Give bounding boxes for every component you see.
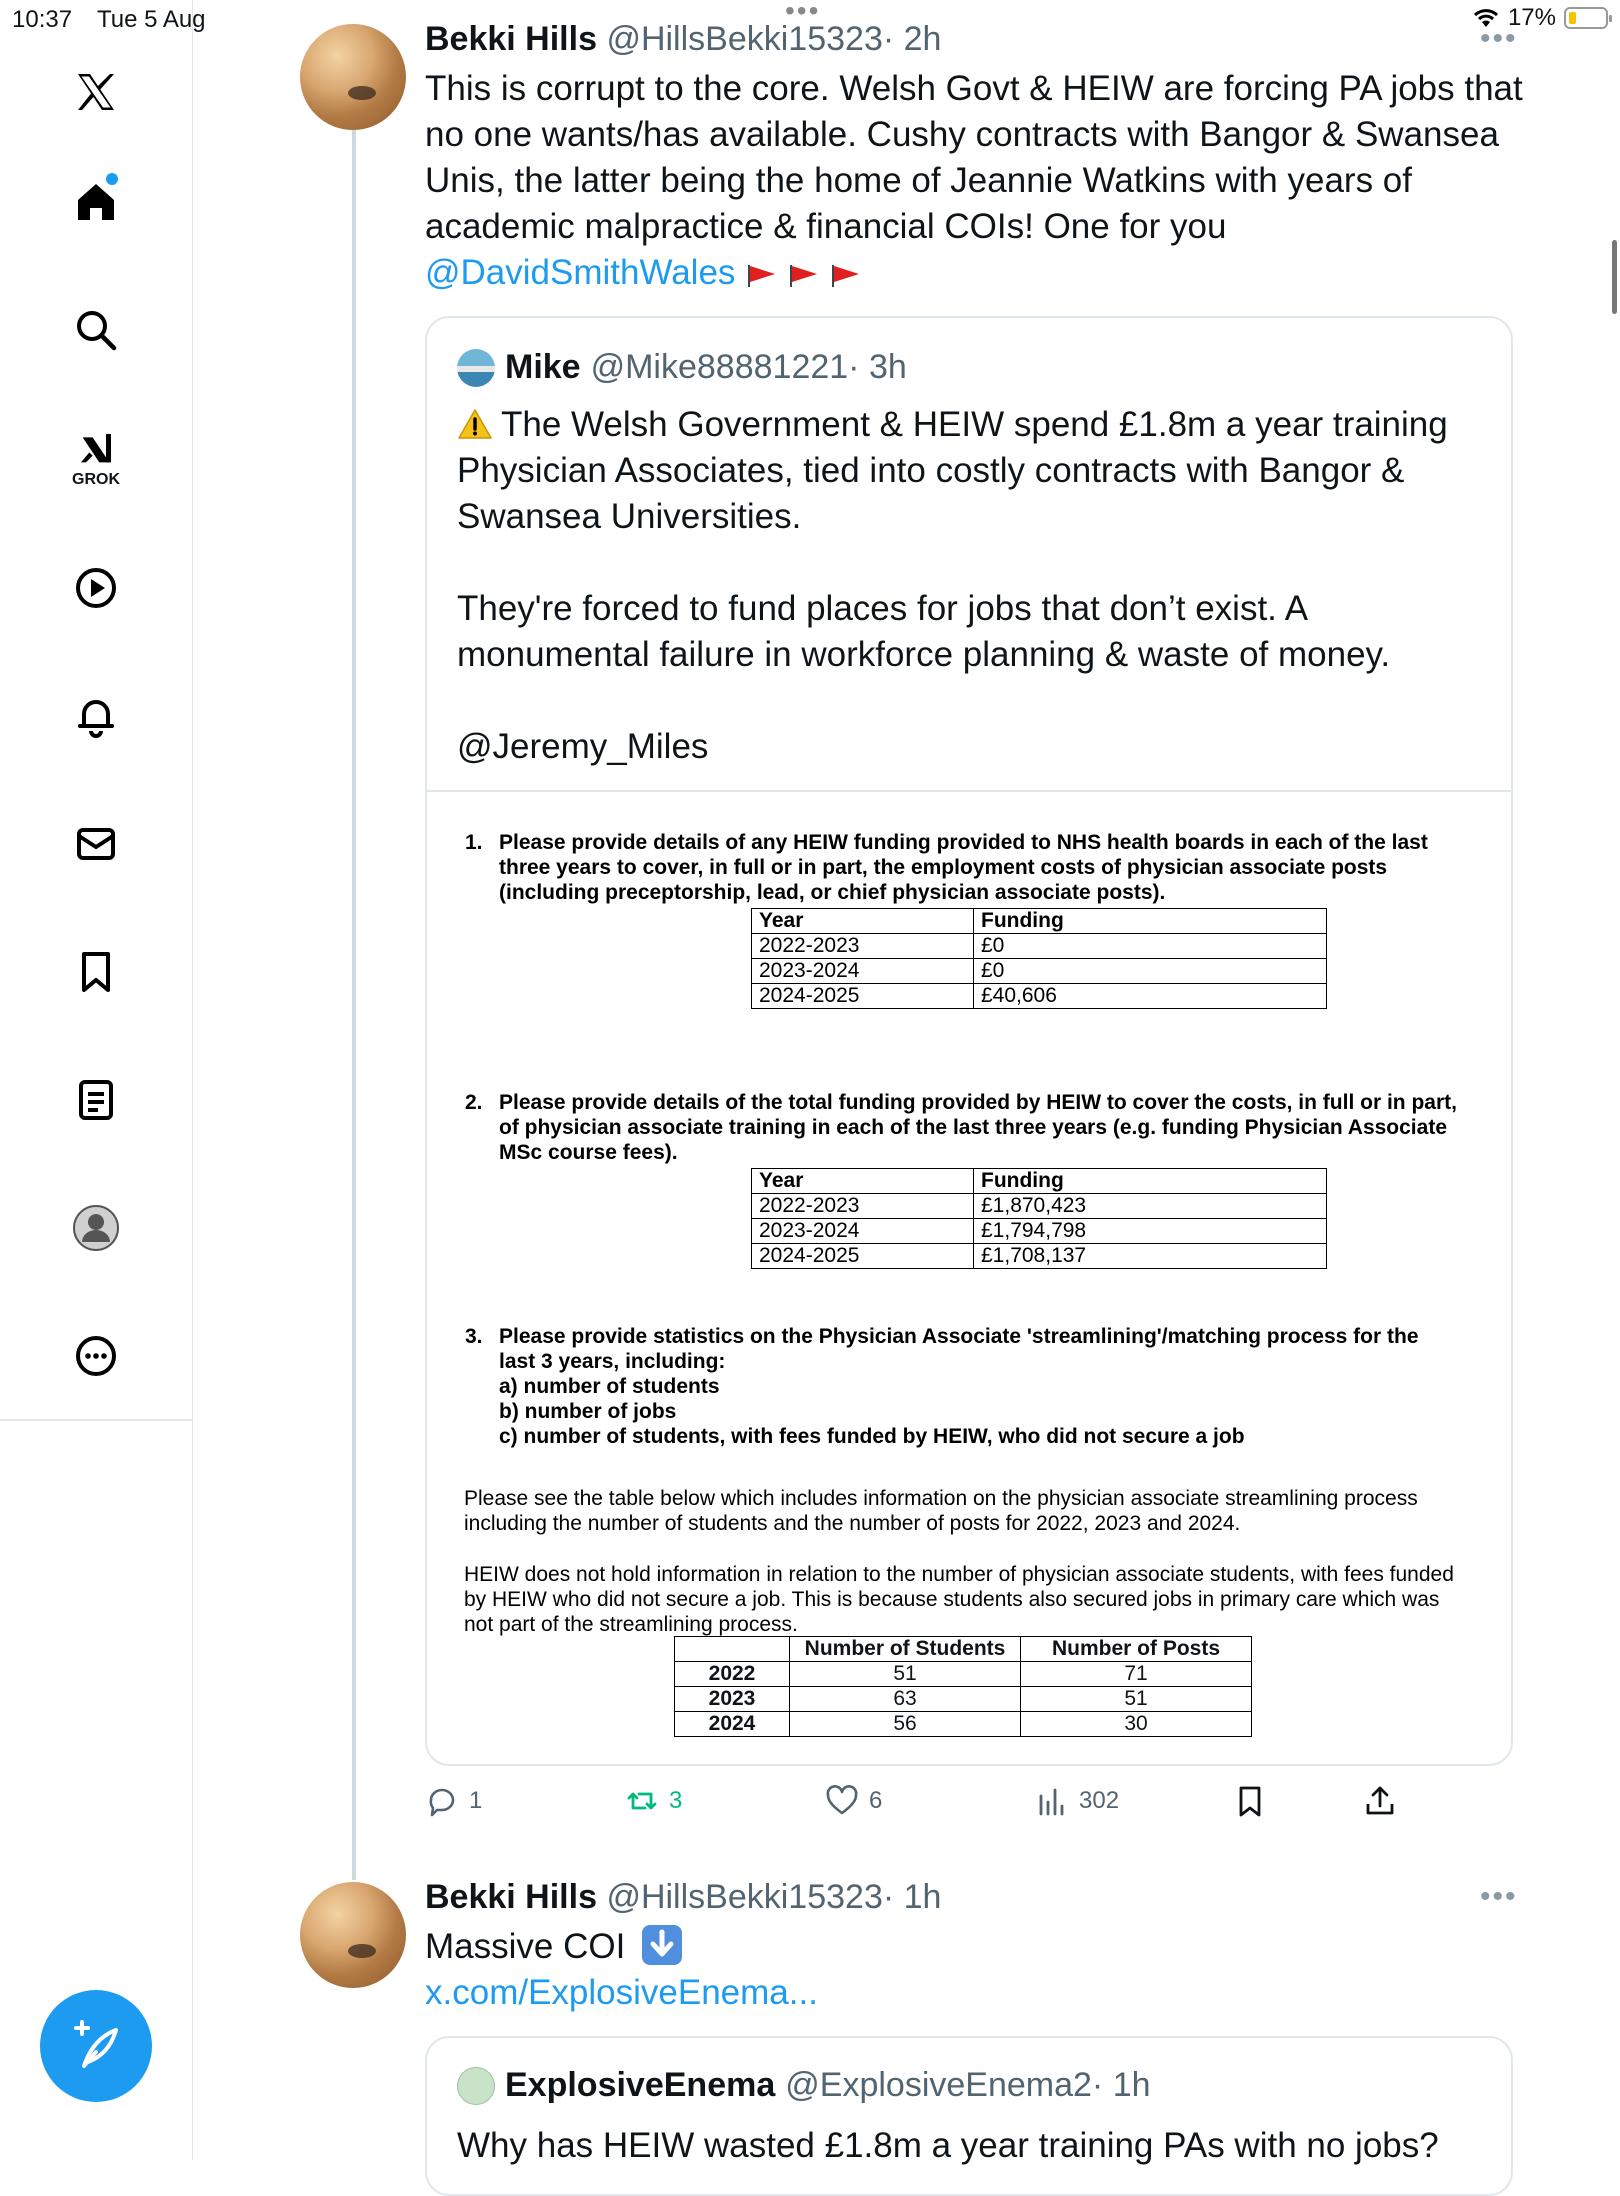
table-row: 2024-2025 £1,708,137 — [752, 1244, 1327, 1269]
table-header: Year — [752, 1169, 974, 1194]
scrollbar[interactable] — [1612, 240, 1617, 314]
home-icon[interactable] — [62, 168, 130, 236]
quoted-paragraph-2: They're forced to fund places for jobs that don’t exist. A monumental failure in workforce planning & waste of money. — [457, 589, 1391, 674]
more-options-icon[interactable]: ••• — [1480, 22, 1518, 55]
red-flag-icon — [831, 263, 861, 287]
table-row: 2022-2023 £0 — [752, 934, 1327, 959]
compose-button[interactable] — [40, 1990, 152, 2102]
doc-question-3: 3. Please provide statistics on the Physician Associate 'streamlining'/matching process for the last 3 years, including: a) number of students b) number of jobs c) number of students, with fees funded by HEIW, who did not secure a job — [465, 1325, 1419, 1448]
quoted-mention[interactable]: @Jeremy_Miles — [457, 727, 709, 766]
tweet-body: Massive COI — [425, 1927, 626, 1966]
share-button[interactable] — [1363, 1784, 1397, 1818]
table-row: 2022-2023 £1,870,423 — [752, 1194, 1327, 1219]
like-button[interactable] — [825, 1784, 882, 1818]
bookmark-icon — [1233, 1784, 1267, 1818]
author-name[interactable]: Bekki Hills — [425, 20, 597, 58]
red-flag-icon — [789, 263, 819, 287]
thread-connector-line — [352, 130, 356, 1880]
avatar[interactable] — [300, 24, 406, 130]
author-handle[interactable]: @HillsBekki15323 — [606, 20, 883, 58]
author-name[interactable]: Bekki Hills — [425, 1878, 597, 1916]
home-notification-dot — [106, 173, 118, 185]
doc-table-2 — [751, 1168, 1327, 1269]
table-row: 2022 51 71 — [675, 1662, 1252, 1687]
quoted-avatar — [457, 349, 495, 387]
more-icon[interactable] — [62, 1322, 130, 1390]
tweet-text — [425, 1924, 1525, 2016]
mail-icon[interactable] — [62, 810, 130, 878]
table-header: Funding — [974, 1169, 1327, 1194]
tweet-body: This is corrupt to the core. Welsh Govt & HEIW are forcing PA jobs that no one wants/has available. Cushy contracts with Bangor & Swansea Unis, the latter being the home of Jeannie Watkins with years of academic malpractice & financial COIs! One for you — [425, 69, 1523, 246]
table-row: 2024-2025 £40,606 — [752, 984, 1327, 1009]
tweet-actions — [425, 1784, 1525, 1824]
profile-icon[interactable] — [62, 1194, 130, 1262]
multitasking-dots-icon[interactable]: ••• — [785, 0, 821, 26]
bookmark-icon[interactable] — [62, 938, 130, 1006]
warning-icon — [457, 408, 493, 440]
quoted-author-name: ExplosiveEnema — [505, 2066, 776, 2104]
quoted-tweet-body — [457, 402, 1477, 770]
quoted-tweet-body: Why has HEIW wasted £1.8m a year training PAs with no jobs? — [457, 2126, 1439, 2165]
grok-label: GROK — [72, 471, 120, 488]
table-row: 2023 63 51 — [675, 1687, 1252, 1712]
down-arrow-icon — [641, 1924, 683, 1966]
video-icon[interactable] — [62, 554, 130, 622]
reply-icon — [425, 1784, 459, 1818]
more-options-icon[interactable]: ••• — [1480, 1880, 1518, 1913]
grok-icon[interactable] — [62, 418, 130, 500]
status-time: 10:37 — [12, 6, 73, 33]
tweet-text — [425, 66, 1525, 296]
repost-icon — [625, 1784, 659, 1818]
quoted-paragraph-1: The Welsh Government & HEIW spend £1.8m a year training Physician Associates, tied into costly contracts with Bangor & Swansea Universities. — [457, 405, 1448, 536]
share-icon — [1363, 1784, 1397, 1818]
quoted-tweet-header — [457, 2066, 1151, 2105]
sidebar — [0, 0, 193, 2160]
view-count: 302 — [1079, 1787, 1120, 1814]
table-row: 2023-2024 £0 — [752, 959, 1327, 984]
search-icon[interactable] — [62, 296, 130, 364]
mention-link[interactable]: @DavidSmithWales — [425, 253, 736, 292]
battery-icon — [1564, 7, 1608, 29]
views-icon — [1035, 1784, 1069, 1818]
sidebar-divider — [0, 1419, 192, 1421]
doc-paragraph-2: HEIW does not hold information in relation to the number of physician associate students, with fees funded by HEIW who did not secure a job. This is because students also secured jobs in primary care which was not part of the streamlining process. — [464, 1563, 1454, 1636]
bell-icon[interactable] — [62, 682, 130, 750]
reply-count: 1 — [469, 1787, 483, 1814]
author-handle[interactable]: @HillsBekki15323 — [606, 1878, 883, 1916]
tweet-header — [425, 20, 941, 59]
tweet-header — [425, 1878, 941, 1917]
status-date: Tue 5 Aug — [97, 6, 206, 33]
doc-paragraph-1: Please see the table below which includes information on the physician associate streamlining process including the number of students and the number of posts for 2022, 2023 and 2024. — [464, 1487, 1418, 1535]
tweet-time[interactable]: · 2h — [882, 20, 942, 58]
quoted-author-handle: @ExplosiveEnema2· 1h — [785, 2066, 1151, 2104]
battery-percent: 17% — [1507, 4, 1556, 31]
table-header: Number of Posts — [1021, 1637, 1252, 1662]
quoted-tweet[interactable] — [425, 316, 1513, 1766]
red-flag-icon — [747, 263, 777, 287]
quoted-author-name: Mike — [505, 348, 581, 386]
doc-question-1: 1. Please provide details of any HEIW funding provided to NHS health boards in each of the last three years to cover, in full or in part, the employment costs of physician associate posts (including preceptorship, lead, or chief physician associate posts). — [465, 831, 1428, 904]
table-header: Funding — [974, 909, 1327, 934]
compose-quill-icon — [68, 2018, 124, 2074]
views-button[interactable] — [1035, 1784, 1119, 1818]
quoted-avatar — [457, 2067, 495, 2105]
quoted-author-handle: @Mike88881221· 3h — [590, 348, 907, 386]
tweet-time[interactable]: · 1h — [882, 1878, 942, 1916]
bookmark-button[interactable] — [1233, 1784, 1267, 1818]
lists-icon[interactable] — [62, 1066, 130, 1134]
table-row: 2024 56 30 — [675, 1712, 1252, 1737]
repost-count: 3 — [669, 1787, 683, 1814]
like-count: 6 — [869, 1787, 883, 1814]
table-header: Number of Students — [790, 1637, 1021, 1662]
attached-document-image[interactable] — [427, 790, 1511, 1766]
repost-button[interactable] — [625, 1784, 682, 1818]
quoted-tweet[interactable] — [425, 2036, 1513, 2196]
quoted-tweet-header — [457, 348, 907, 387]
doc-table-1 — [751, 908, 1327, 1009]
table-header: Year — [752, 909, 974, 934]
doc-question-2: 2. Please provide details of the total funding provided by HEIW to cover the costs, in full or in part, of physician associate training in each of the last three years (e.g. funding Physician Associate MSc course fees). — [465, 1091, 1457, 1164]
doc-table-3 — [674, 1636, 1252, 1737]
x-logo-icon[interactable] — [62, 58, 130, 126]
reply-button[interactable] — [425, 1784, 482, 1818]
table-row: 2023-2024 £1,794,798 — [752, 1219, 1327, 1244]
tweet-link[interactable]: x.com/ExplosiveEnema... — [425, 1973, 818, 2012]
avatar[interactable] — [300, 1882, 406, 1988]
heart-icon — [825, 1784, 859, 1818]
